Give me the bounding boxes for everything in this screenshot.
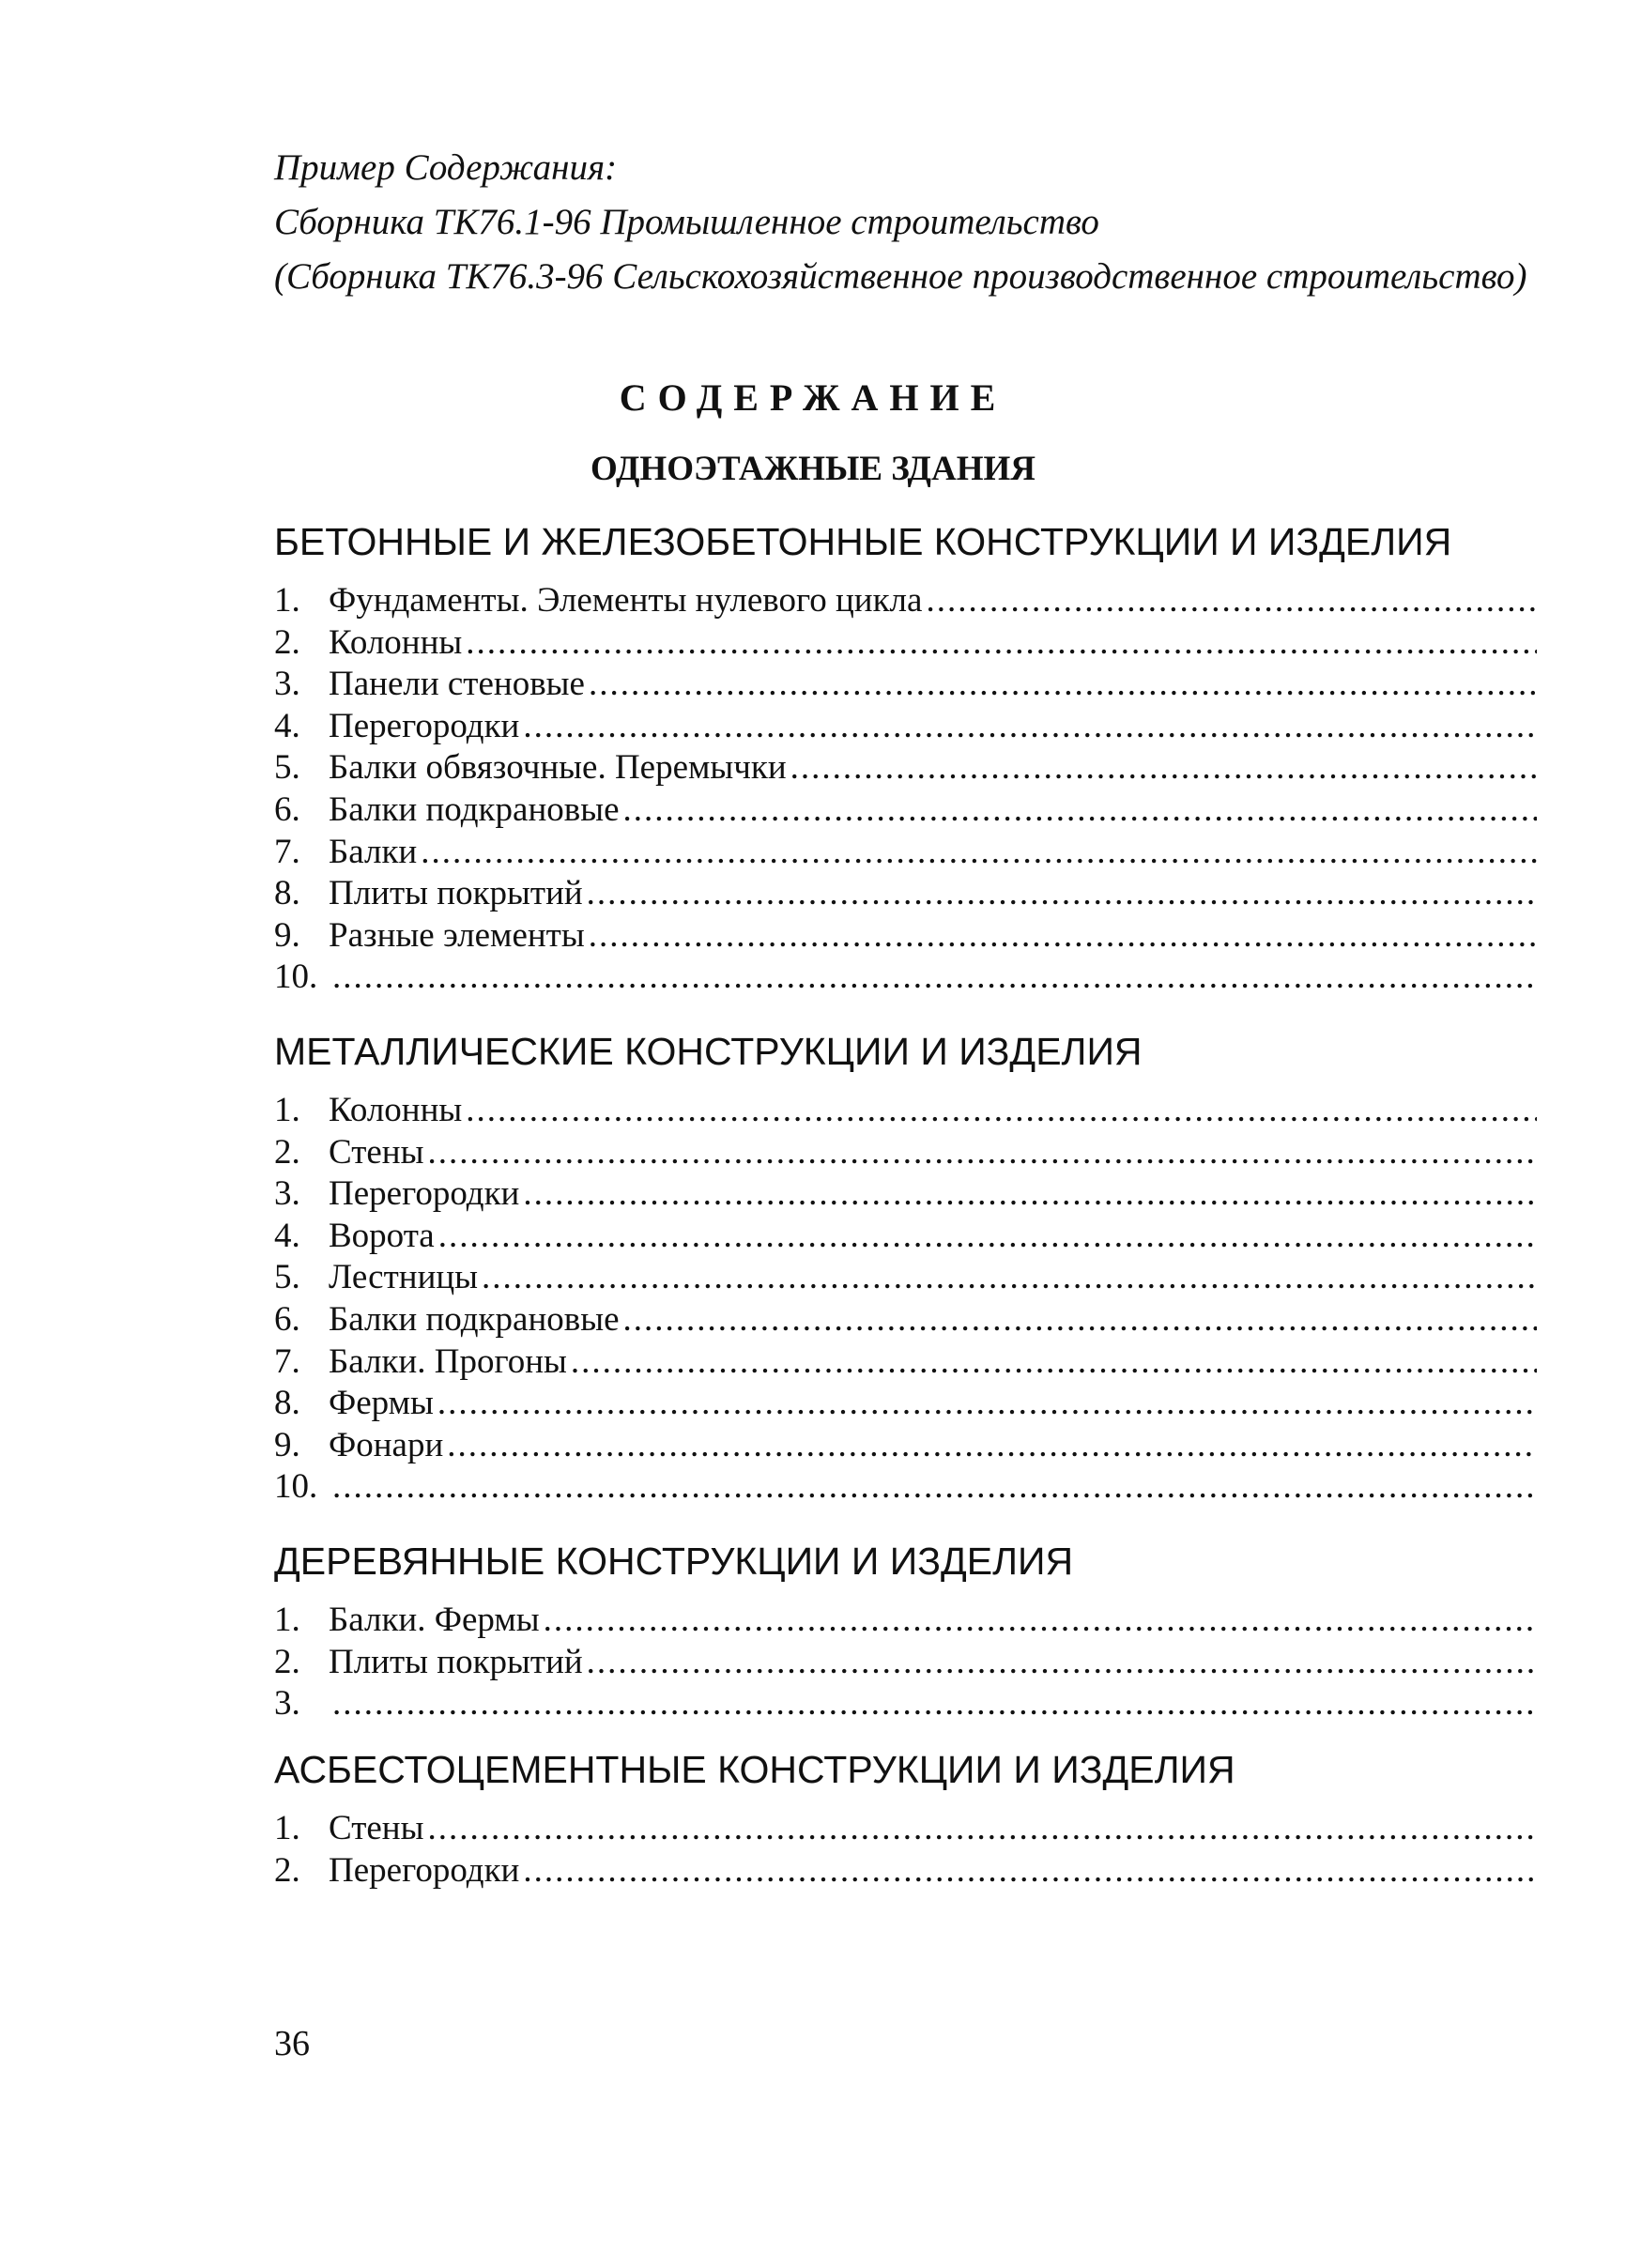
toc-entry-number: 2. <box>274 622 300 662</box>
toc-list <box>274 1090 1537 1509</box>
section-heading: МЕТАЛЛИЧЕСКИЕ КОНСТРУКЦИИ И ИЗДЕЛИЯ <box>274 1030 1143 1073</box>
toc-entry-number: 7. <box>274 832 300 871</box>
toc-entry-number: 6. <box>274 1299 300 1339</box>
toc-entry-number: 2. <box>274 1642 300 1681</box>
toc-entry-label: Балки подкрановые <box>329 1299 620 1339</box>
toc-list <box>274 1808 1537 1892</box>
toc-entry <box>274 1425 1537 1467</box>
toc-entry-label: Балки обвязочные. Перемычки <box>329 748 787 788</box>
toc-entry <box>274 873 1537 915</box>
section-heading: БЕТОННЫЕ И ЖЕЛЕЗОБЕТОННЫЕ КОНСТРУКЦИИ И ИЗДЕЛИЯ <box>274 520 1452 563</box>
dot-leader <box>544 1600 1537 1641</box>
dot-leader <box>421 832 1537 873</box>
toc-entry <box>274 1257 1537 1299</box>
dot-leader <box>589 915 1537 957</box>
toc-entry <box>274 1132 1537 1174</box>
toc-entry <box>274 1090 1537 1132</box>
toc-entry-number: 4. <box>274 1216 300 1255</box>
toc-entry-label: Балки подкрановые <box>329 789 620 829</box>
toc-entry-label: Колонны <box>329 622 463 662</box>
dot-leader <box>466 1090 1537 1131</box>
toc-entry-label: Фонари <box>329 1425 444 1464</box>
toc-entry-number: 3. <box>274 665 300 704</box>
dot-leader <box>427 1808 1537 1849</box>
toc-list <box>274 1600 1537 1725</box>
dot-leader <box>523 706 1537 747</box>
toc-entry-number: 1. <box>274 1091 300 1129</box>
toc-entry <box>274 1600 1537 1642</box>
toc-entry-number: 5. <box>274 748 300 788</box>
toc-entry <box>274 1341 1537 1384</box>
toc-entry <box>274 580 1537 622</box>
toc-entry-label: Плиты покрытий <box>329 1642 583 1681</box>
contents-subtitle: ОДНОЭТАЖНЫЕ ЗДАНИЯ <box>591 450 1035 488</box>
toc-entry-label: Стены <box>329 1809 424 1847</box>
dot-leader <box>437 1383 1537 1424</box>
toc-entry-number: 8. <box>274 1384 300 1423</box>
dot-leader <box>466 622 1537 664</box>
toc-entry <box>274 1173 1537 1216</box>
toc-entry-number: 1. <box>274 1809 300 1847</box>
toc-section-asbestos-cement <box>274 1746 1537 1892</box>
toc-entry-label: Ворота <box>329 1216 435 1255</box>
dot-leader <box>447 1425 1537 1466</box>
toc-entry-number: 4. <box>274 706 300 745</box>
toc-entry <box>274 1383 1537 1425</box>
toc-entry-number: 2. <box>274 1850 300 1890</box>
toc-entry-label: Панели стеновые <box>329 665 585 704</box>
toc-entry-label: Стены <box>329 1132 424 1172</box>
toc-entry <box>274 1466 1537 1509</box>
toc-entry <box>274 706 1537 748</box>
toc-entry-number: 6. <box>274 789 300 829</box>
toc-entry-number: 9. <box>274 915 300 955</box>
intro-collection-1: Сборника ТК76.1-96 Промышленное строительство <box>274 202 1099 242</box>
dot-leader <box>587 873 1537 914</box>
dot-leader <box>790 747 1537 789</box>
toc-entry <box>274 789 1537 832</box>
dot-leader <box>438 1216 1537 1257</box>
toc-entry-label: Перегородки <box>329 706 520 745</box>
dot-leader <box>332 1466 1537 1508</box>
toc-entry <box>274 915 1537 958</box>
toc-entry-number: 1. <box>274 581 300 620</box>
dot-leader <box>332 1683 1537 1724</box>
toc-section-concrete <box>274 518 1537 999</box>
dot-leader <box>523 1173 1537 1215</box>
dot-leader <box>523 1850 1537 1892</box>
dot-leader <box>332 957 1537 998</box>
intro-caption: Пример Содержания: <box>274 147 618 188</box>
dot-leader <box>571 1341 1537 1383</box>
dot-leader <box>926 580 1537 621</box>
toc-entry-number: 3. <box>274 1684 300 1724</box>
toc-entry <box>274 664 1537 706</box>
toc-entry <box>274 1642 1537 1684</box>
toc-entry-label: Фермы <box>329 1384 434 1423</box>
dot-leader <box>589 664 1537 705</box>
toc-entry-number: 1. <box>274 1601 300 1639</box>
toc-entry-label: Лестницы <box>329 1258 479 1297</box>
toc-entry-label: Фундаменты. Элементы нулевого цикла <box>329 581 923 620</box>
toc-entry <box>274 1683 1537 1725</box>
toc-entry-label: Разные элементы <box>329 915 585 955</box>
toc-entry <box>274 747 1537 789</box>
toc-entry-label: Перегородки <box>329 1174 520 1214</box>
toc-entry-number: 5. <box>274 1258 300 1297</box>
dot-leader <box>623 789 1538 831</box>
toc-entry-label: Балки <box>329 832 418 871</box>
dot-leader <box>482 1257 1537 1298</box>
toc-entry <box>274 1299 1537 1341</box>
toc-entry-number: 8. <box>274 874 300 913</box>
toc-section-metal <box>274 1028 1537 1509</box>
toc-entry-label: Колонны <box>329 1091 463 1129</box>
toc-entry-label: Перегородки <box>329 1850 520 1890</box>
section-heading: ДЕРЕВЯННЫЕ КОНСТРУКЦИИ И ИЗДЕЛИЯ <box>274 1540 1074 1583</box>
toc-entry-number: 9. <box>274 1425 300 1464</box>
toc-entry <box>274 1216 1537 1258</box>
section-heading: АСБЕСТОЦЕМЕНТНЫЕ КОНСТРУКЦИИ И ИЗДЕЛИЯ <box>274 1748 1235 1791</box>
intro-collection-2: (Сборника ТК76.3-96 Сельскохозяйственное производственное строительство) <box>274 256 1527 297</box>
dot-leader <box>623 1299 1538 1341</box>
toc-entry <box>274 1850 1537 1893</box>
contents-title: СОДЕРЖАНИЕ <box>619 376 1007 419</box>
toc-entry-number: 2. <box>274 1132 300 1172</box>
toc-entry-label: Балки. Фермы <box>329 1601 540 1639</box>
toc-entry-label: Балки. Прогоны <box>329 1341 567 1381</box>
intro-block <box>274 141 1542 304</box>
toc-entry-label: Плиты покрытий <box>329 874 583 913</box>
toc-list <box>274 580 1537 999</box>
toc-entry <box>274 622 1537 665</box>
dot-leader <box>427 1132 1537 1173</box>
toc-entry-number: 10. <box>274 1467 318 1507</box>
toc-entry-number: 3. <box>274 1174 300 1214</box>
page-number: 36 <box>274 2024 310 2063</box>
toc-entry-number: 7. <box>274 1341 300 1381</box>
dot-leader <box>587 1642 1537 1683</box>
toc-entry <box>274 1808 1537 1850</box>
toc-entry <box>274 957 1537 999</box>
toc-entry <box>274 832 1537 874</box>
toc-section-wood <box>274 1538 1537 1725</box>
toc-entry-number: 10. <box>274 958 318 997</box>
